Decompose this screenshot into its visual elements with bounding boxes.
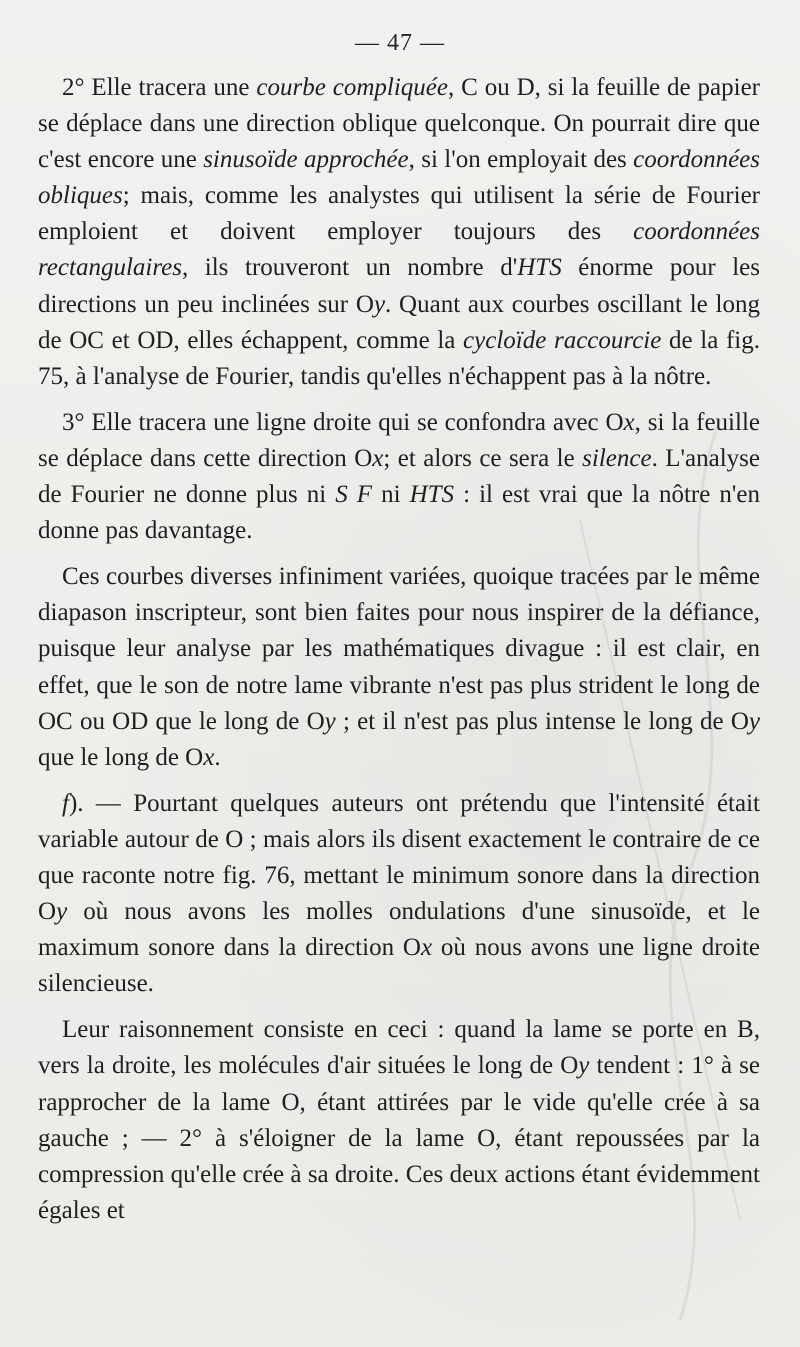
text-run: . Quant aux courbes oscillant le long de OC et OD, elles échappent, comme la bbox=[38, 290, 760, 354]
text-run: Leur raisonnement consiste en ceci : quand la lame se porte en B, vers la droite, les molécules d'air situées le long de O bbox=[38, 1016, 760, 1080]
text-run: 2° Elle tracera une bbox=[62, 74, 257, 101]
italic-run: x bbox=[203, 743, 215, 771]
text-run: , si la feuille se déplace dans cette direction O bbox=[38, 408, 760, 472]
italic-run: coordonnées rectangulaires bbox=[38, 218, 760, 282]
text-run: où nous avons les molles ondulations d'une sinusoïde, et le maximum sonore dans la direction O bbox=[38, 898, 760, 962]
italic-run: y bbox=[373, 290, 386, 318]
italic-run: x bbox=[420, 934, 433, 962]
text-run: , C ou D, si la feuille de papier se déplace dans une direction oblique quelconque. On pourrait dire que c'est encore une bbox=[38, 74, 760, 174]
text-run: énorme pour les directions un peu inclinées sur O bbox=[38, 254, 760, 318]
paragraph-raisonnement bbox=[38, 1012, 760, 1229]
italic-run: y bbox=[324, 707, 336, 735]
paragraph-f-intensite bbox=[38, 786, 760, 1003]
italic-run: x bbox=[372, 444, 384, 472]
italic-run: HTS bbox=[517, 254, 562, 282]
text-run: de la fig. 75, à l'analyse de Fourier, tandis qu'elles n'échappent pas à la nôtre. bbox=[38, 326, 761, 390]
italic-run: coordonnées obliques bbox=[38, 146, 760, 210]
text-run: ; mais, comme les analystes qui utilisent la série de Fourier emploient et doivent employer toujours des bbox=[38, 182, 760, 246]
italic-run: HTS bbox=[409, 481, 455, 509]
italic-run: y bbox=[578, 1052, 590, 1080]
italic-run: silence bbox=[582, 444, 652, 472]
italic-run: f bbox=[62, 789, 69, 817]
text-run: Ces courbes diverses infiniment variées, quoique tracées par le même diapason inscripteur, sont bien faites pour nous inspirer de la défiance, puisque leur analyse par les mathématiques divague : il est clair, en effet, que le son de notre lame vibrante n'est pas plus strident le long de OC ou OD que le long de O bbox=[38, 563, 760, 735]
italic-run: sinusoïde approchée bbox=[203, 146, 409, 174]
text-run: 3° Elle tracera une ligne droite qui se confondra avec O bbox=[62, 408, 624, 436]
paragraph-2-courbe-compliquee bbox=[38, 70, 760, 395]
text-run: : il est vrai que la nôtre n'en donne pas davantage. bbox=[38, 481, 760, 545]
text-run: où nous avons une ligne droite silencieuse. bbox=[38, 934, 761, 998]
text-run: , si l'on employait des bbox=[408, 146, 634, 174]
paragraph-3-ligne-droite bbox=[38, 405, 760, 549]
body-text bbox=[38, 70, 760, 1229]
page-number: — 47 — bbox=[355, 30, 445, 56]
text-run: . L'analyse de Fourier ne donne plus ni bbox=[38, 444, 760, 509]
italic-run: courbe compliquée bbox=[256, 74, 448, 101]
italic-run: y bbox=[748, 707, 760, 735]
text-run: ni bbox=[372, 481, 410, 509]
text-run: . bbox=[214, 743, 221, 771]
italic-run: y bbox=[56, 898, 68, 926]
text-run: tendent : 1° à se rapprocher de la lame O, étant attirées par le vide qu'elle crée à sa gauche ; — 2° à s'éloigner de la lame O, étant repoussées par la compression qu'elle crée à sa droite. Ces deux actions étant évidemment égales et bbox=[38, 1052, 761, 1224]
text-run: ; et alors ce sera le bbox=[383, 444, 583, 472]
text-run: ). — Pourtant quelques auteurs ont prétendu que l'intensité était variable autour de O ; mais alors ils disent exactement le contraire de ce que raconte notre fig. 76, mettant le minimum sonore dans la direction O bbox=[38, 789, 760, 926]
italic-run: cycloïde raccourcie bbox=[463, 326, 662, 354]
italic-run: x bbox=[623, 408, 635, 436]
text-run: ; et il n'est pas plus intense le long de O bbox=[335, 707, 749, 735]
italic-run: S F bbox=[335, 481, 373, 509]
paragraph-courbes-diverses bbox=[38, 559, 760, 776]
text-run: que le long de O bbox=[38, 743, 204, 771]
text-run: , ils trouveront un nombre d' bbox=[181, 254, 518, 282]
